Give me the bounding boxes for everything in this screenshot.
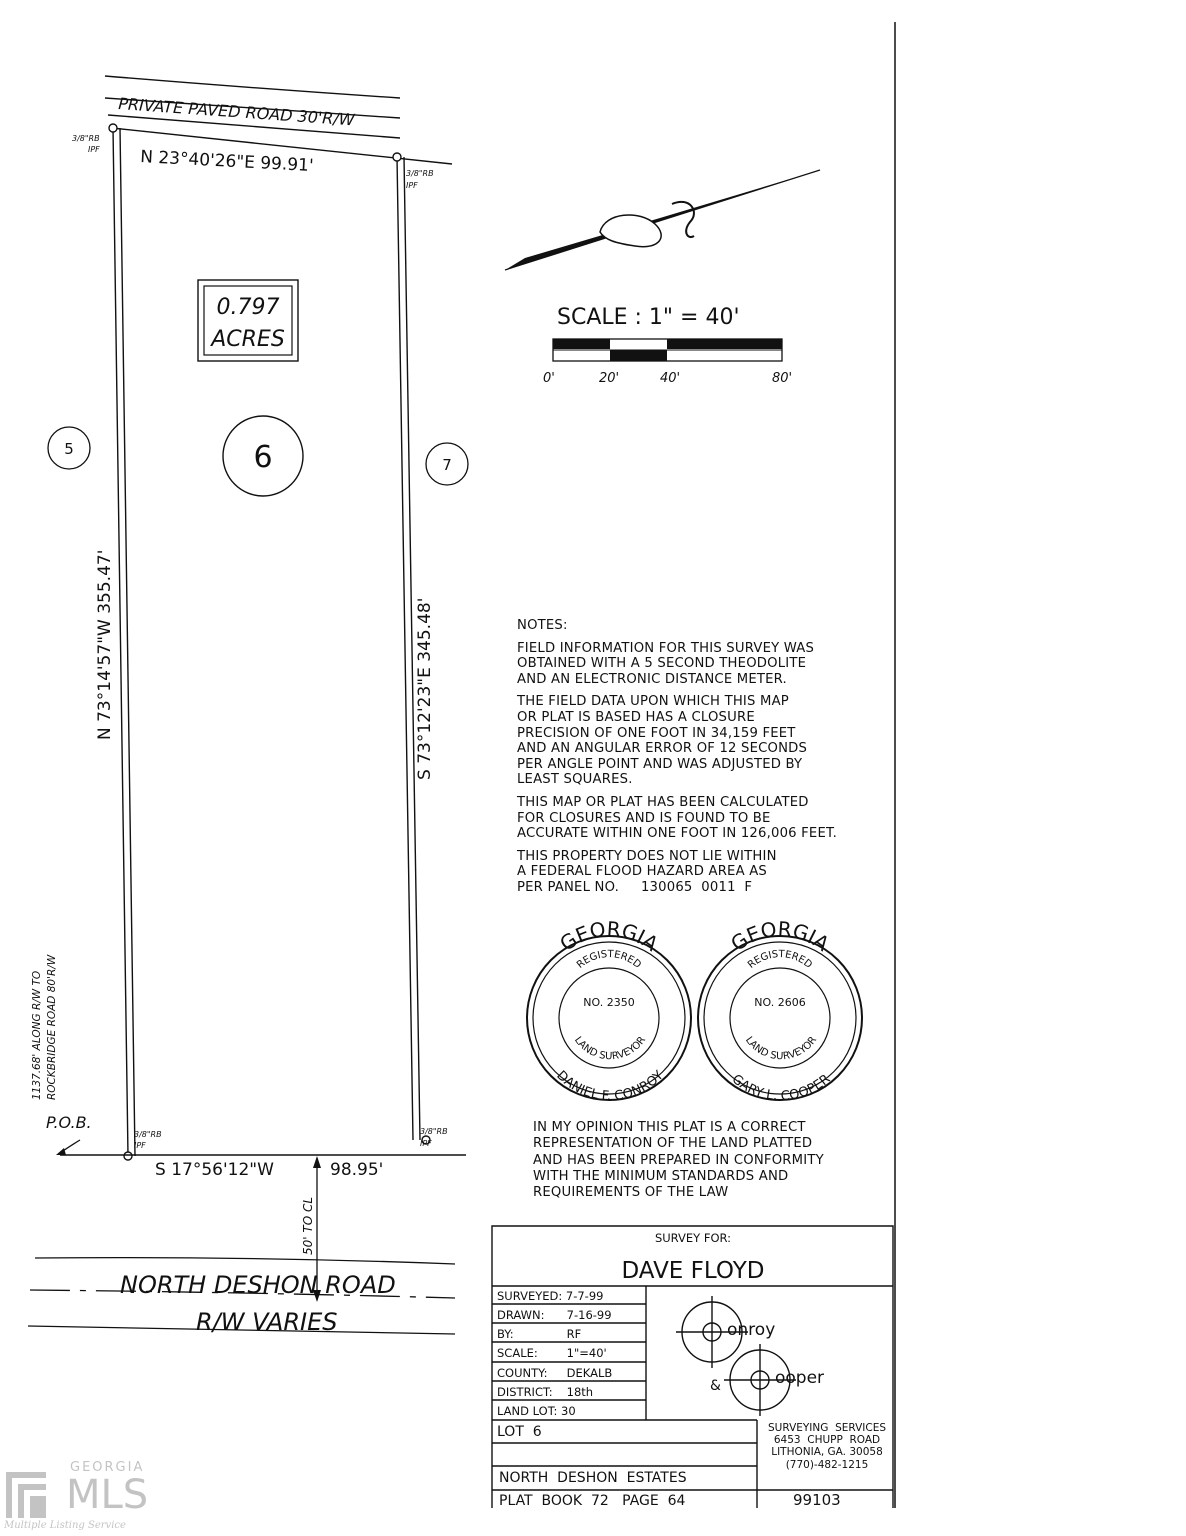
surveyor-opinion: IN MY OPINION THIS PLAT IS A CORRECT REPRESENTATION OF THE LAND PLATTED AND HAS BEEN PREPARED IN CONFORMITY WITH THE MINIMUM STANDARDS AND REQUIREMENTS OF THE LAW: [533, 1120, 824, 1201]
monument-sw: [124, 1152, 132, 1160]
firm-conroy: onroy: [727, 1320, 776, 1340]
firm-address-1: 6453 CHUPP ROAD: [773, 1434, 881, 1447]
tb-job-number: 99103: [793, 1491, 841, 1509]
adjacent-lot-5: 5: [64, 440, 74, 458]
firm-address-block: [762, 1422, 892, 1471]
lot-number: 6: [253, 440, 273, 475]
mls-house-icon: [6, 1462, 66, 1522]
firm-amp: &: [710, 1378, 721, 1394]
firm-cooper: ooper: [775, 1368, 825, 1388]
acreage-value: 0.797: [216, 295, 280, 320]
note-closure-precision: THE FIELD DATA UPON WHICH THIS MAP OR PLAT IS BASED HAS A CLOSURE PRECISION OF ONE FOOT IN 34,159 FEET AND AN ANGULAR ERROR OF 12 SECONDS PER ANGLE POINT AND WAS ADJUSTED BY LEAST SQUARES.: [517, 694, 808, 788]
firm-services: SURVEYING SERVICES: [768, 1422, 886, 1434]
seal-conroy: [527, 936, 691, 1100]
road-rw: R/W VARIES: [196, 1308, 338, 1336]
seal-cooper-title: LAND SURVEYOR: [742, 1034, 820, 1063]
survey-notes: [517, 618, 887, 903]
monument-nw: [109, 124, 117, 132]
tb-row-by: BY: RF: [497, 1327, 582, 1341]
monument-se-label-2: IPF: [420, 1139, 432, 1148]
mls-mark: MLS: [66, 1472, 149, 1518]
firm-phone: (770)-482-1215: [785, 1458, 869, 1471]
scale-tick-20: 20': [599, 371, 620, 386]
monument-nw-label-1: 3/8"RB: [72, 134, 100, 143]
monument-sw-label-1: 3/8"RB: [134, 1130, 162, 1139]
note-field-information: FIELD INFORMATION FOR THIS SURVEY WAS OBTAINED WITH A 5 SECOND THEODOLITE AND AN ELECTRONIC DISTANCE METER.: [517, 640, 815, 687]
seal-cooper: [698, 936, 862, 1100]
tb-row-surveyed: SURVEYED: 7-7-99: [497, 1289, 604, 1303]
pob-arrowhead: [56, 1148, 66, 1155]
pob-label: P.O.B.: [46, 1113, 92, 1132]
tb-plat-book: PLAT BOOK 72 PAGE 64: [499, 1493, 686, 1508]
north-arrow-icon: [505, 170, 820, 270]
monument-ne: [393, 153, 401, 161]
seal-conroy-number: NO. 2350: [583, 996, 635, 1009]
along-rw-label-1: 1137.68' ALONG R/W TO: [31, 970, 43, 1100]
note-flood-hazard: THIS PROPERTY DOES NOT LIE WITHIN A FEDERAL FLOOD HAZARD AREA AS PER PANEL NO. 130065 0011 F: [517, 848, 777, 895]
scale-tick-80: 80': [772, 371, 793, 386]
private-road-label: PRIVATE PAVED ROAD 30'R/W: [117, 94, 356, 130]
seal-conroy-title: LAND SURVEYOR: [571, 1034, 649, 1063]
along-rw-label-2: ROCKBRIDGE ROAD 80'R/W: [46, 954, 58, 1100]
tb-row-drawn: DRAWN: 7-16-99: [497, 1308, 612, 1322]
seal-cooper-number: NO. 2606: [754, 996, 806, 1009]
scale-tick-0: 0': [543, 371, 555, 386]
cl-dimension-label: 50' TO CL: [301, 1196, 315, 1255]
tb-subdivision: NORTH DESHON ESTATES: [499, 1470, 687, 1486]
scale-tick-40: 40': [660, 371, 681, 386]
firm-logo-icon: [676, 1296, 796, 1416]
tb-lot: LOT 6: [497, 1424, 542, 1440]
tb-row-county: COUNTY: DEKALB: [497, 1366, 613, 1380]
north-line-bearing: N 23°40'26"E 99.91': [139, 147, 315, 177]
monument-ne-label-2: IPF: [406, 181, 418, 190]
scale-title: SCALE : 1" = 40': [557, 305, 740, 330]
seal-cooper-state: GEORGIA: [726, 916, 834, 956]
acreage-unit: ACRES: [211, 327, 285, 352]
seal-cooper-name: GARY L. COOPER: [728, 1071, 834, 1105]
south-line-distance: 98.95': [330, 1160, 384, 1180]
seal-conroy-name: DANIEL F. CONROY: [553, 1068, 667, 1105]
lot-boundary: [113, 128, 420, 1156]
road-name: NORTH DESHON ROAD: [120, 1271, 396, 1299]
note-accuracy: THIS MAP OR PLAT HAS BEEN CALCULATED FOR CLOSURES AND IS FOUND TO BE ACCURATE WITHIN ONE FOOT IN 126,006 FEET.: [517, 794, 838, 842]
monument-ne-label-1: 3/8"RB: [406, 169, 434, 178]
monument-se-label-1: 3/8"RB: [420, 1127, 448, 1136]
mls-brand: GEORGIA: [70, 1460, 145, 1475]
scale-bar: [553, 339, 782, 361]
tb-row-district: DISTRICT: 18th: [497, 1385, 594, 1399]
monument-sw-label-2: IPF: [134, 1141, 146, 1150]
survey-for-label: SURVEY FOR:: [654, 1231, 732, 1245]
seal-cooper-registered: REGISTERED: [745, 949, 815, 971]
notes-heading: NOTES:: [517, 618, 568, 633]
cl-arrow-top: [313, 1156, 321, 1168]
client-name: DAVE FLOYD: [621, 1258, 765, 1284]
east-line-bearing: S 73°12'23"E 345.48': [415, 597, 435, 780]
tb-row-scale: SCALE: 1"=40': [497, 1346, 607, 1360]
seal-conroy-registered: REGISTERED: [574, 949, 644, 971]
firm-address-2: LITHONIA, GA. 30058: [771, 1446, 883, 1459]
mls-tagline: Multiple Listing Service: [4, 1520, 126, 1531]
monument-nw-label-2: IPF: [88, 145, 100, 154]
seal-conroy-state: GEORGIA: [555, 916, 663, 956]
south-line-bearing: S 17°56'12"W: [155, 1160, 274, 1180]
tb-row-land-lot: LAND LOT: 30: [497, 1404, 576, 1418]
adjacent-lot-7: 7: [442, 456, 452, 474]
west-line-bearing: N 73°14'57"W 355.47': [95, 549, 115, 740]
mls-watermark: [2, 1456, 162, 1536]
